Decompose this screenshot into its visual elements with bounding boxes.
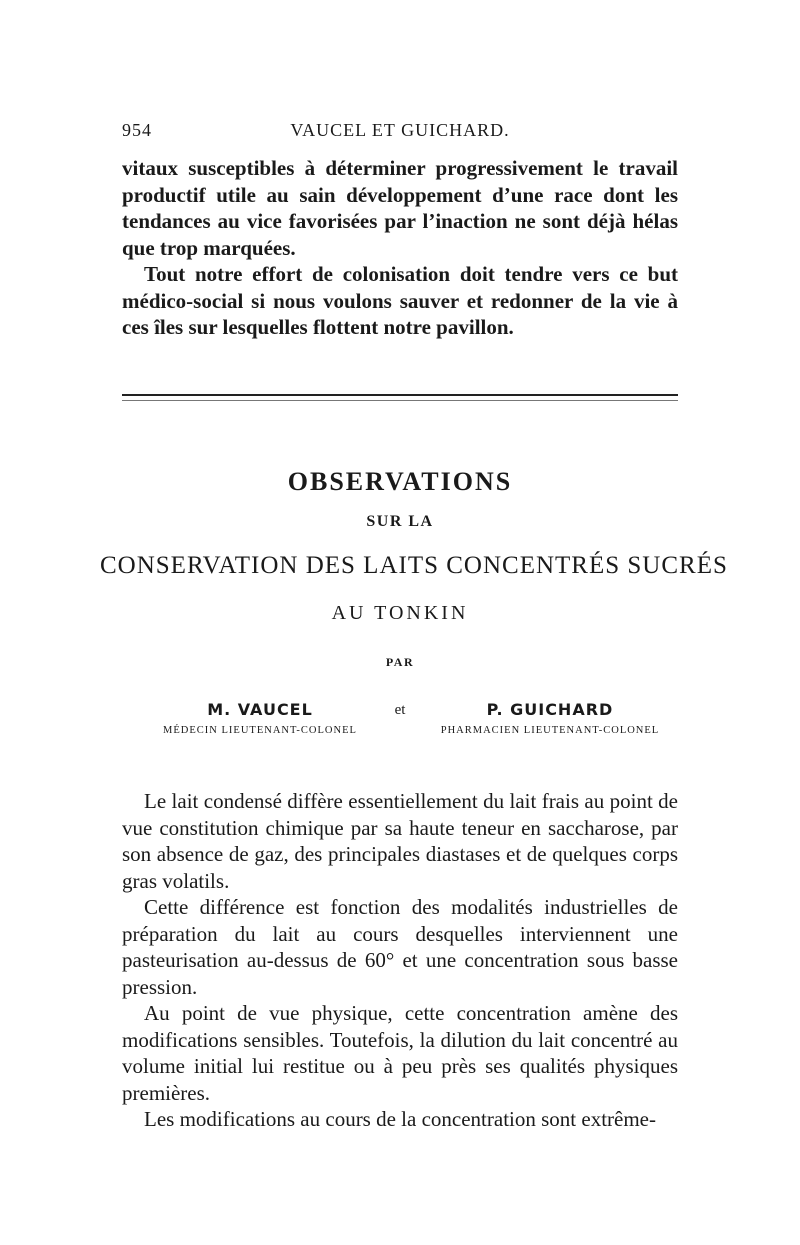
byline-par: PAR (385, 655, 415, 669)
article-title: OBSERVATIONS (287, 467, 513, 496)
running-header (122, 120, 678, 144)
body-paragraph: Le lait condensé diffère essentiellement du lait frais au point de vue constitution chimique par sa haute teneur en saccharose, par son absence de gaz, des principales diastases et de quelques corps gras volatils. (122, 789, 678, 893)
author-role: PHARMACIEN LIEUTENANT-COLONEL (440, 725, 660, 736)
running-title: VAUCEL ET GUICHARD. (290, 120, 510, 140)
section-divider-thin (122, 400, 678, 401)
body-text (122, 788, 678, 1133)
page-number: 954 (122, 120, 152, 140)
author-guichard (420, 700, 680, 736)
intro-paragraph: vitaux susceptibles à déterminer progressivement le travail productif utile au sain développement d’une race dont les tendances au vice favorisées par l’inaction ne sont déjà hélas que trop marquées. (122, 156, 678, 260)
article-subtitle: SUR LA (366, 513, 434, 530)
author-name: M. VAUCEL (207, 700, 313, 719)
body-paragraph: Les modifications au cours de la concentration sont extrême- (144, 1107, 656, 1131)
intro-text (122, 155, 678, 341)
author-vaucel (140, 700, 380, 736)
body-paragraph: Cette différence est fonction des modalités industrielles de préparation du lait au cours desquelles interviennent une pasteurisation au-dessus de 60° et une concentration sous basse pression. (122, 895, 678, 999)
author-conjunction: et (394, 702, 406, 718)
author-role: MÉDECIN LIEUTENANT-COLONEL (163, 725, 357, 736)
author-name: P. GUICHARD (486, 700, 614, 719)
article-place: AU TONKIN (331, 602, 469, 624)
article-subject: CONSERVATION DES LAITS CONCENTRÉS SUCRÉS (100, 552, 728, 579)
intro-paragraph: Tout notre effort de colonisation doit tendre vers ce but médico-social si nous voulons sauver et redonner de la vie à ces îles sur lesquelles flottent notre pavillon. (122, 262, 678, 339)
section-divider (122, 394, 678, 396)
body-paragraph: Au point de vue physique, cette concentration amène des modifications sensibles. Toutefois, la dilution du lait concentré au volume initial lui restitue ou à peu près ses qualités physiques premières. (122, 1001, 678, 1105)
